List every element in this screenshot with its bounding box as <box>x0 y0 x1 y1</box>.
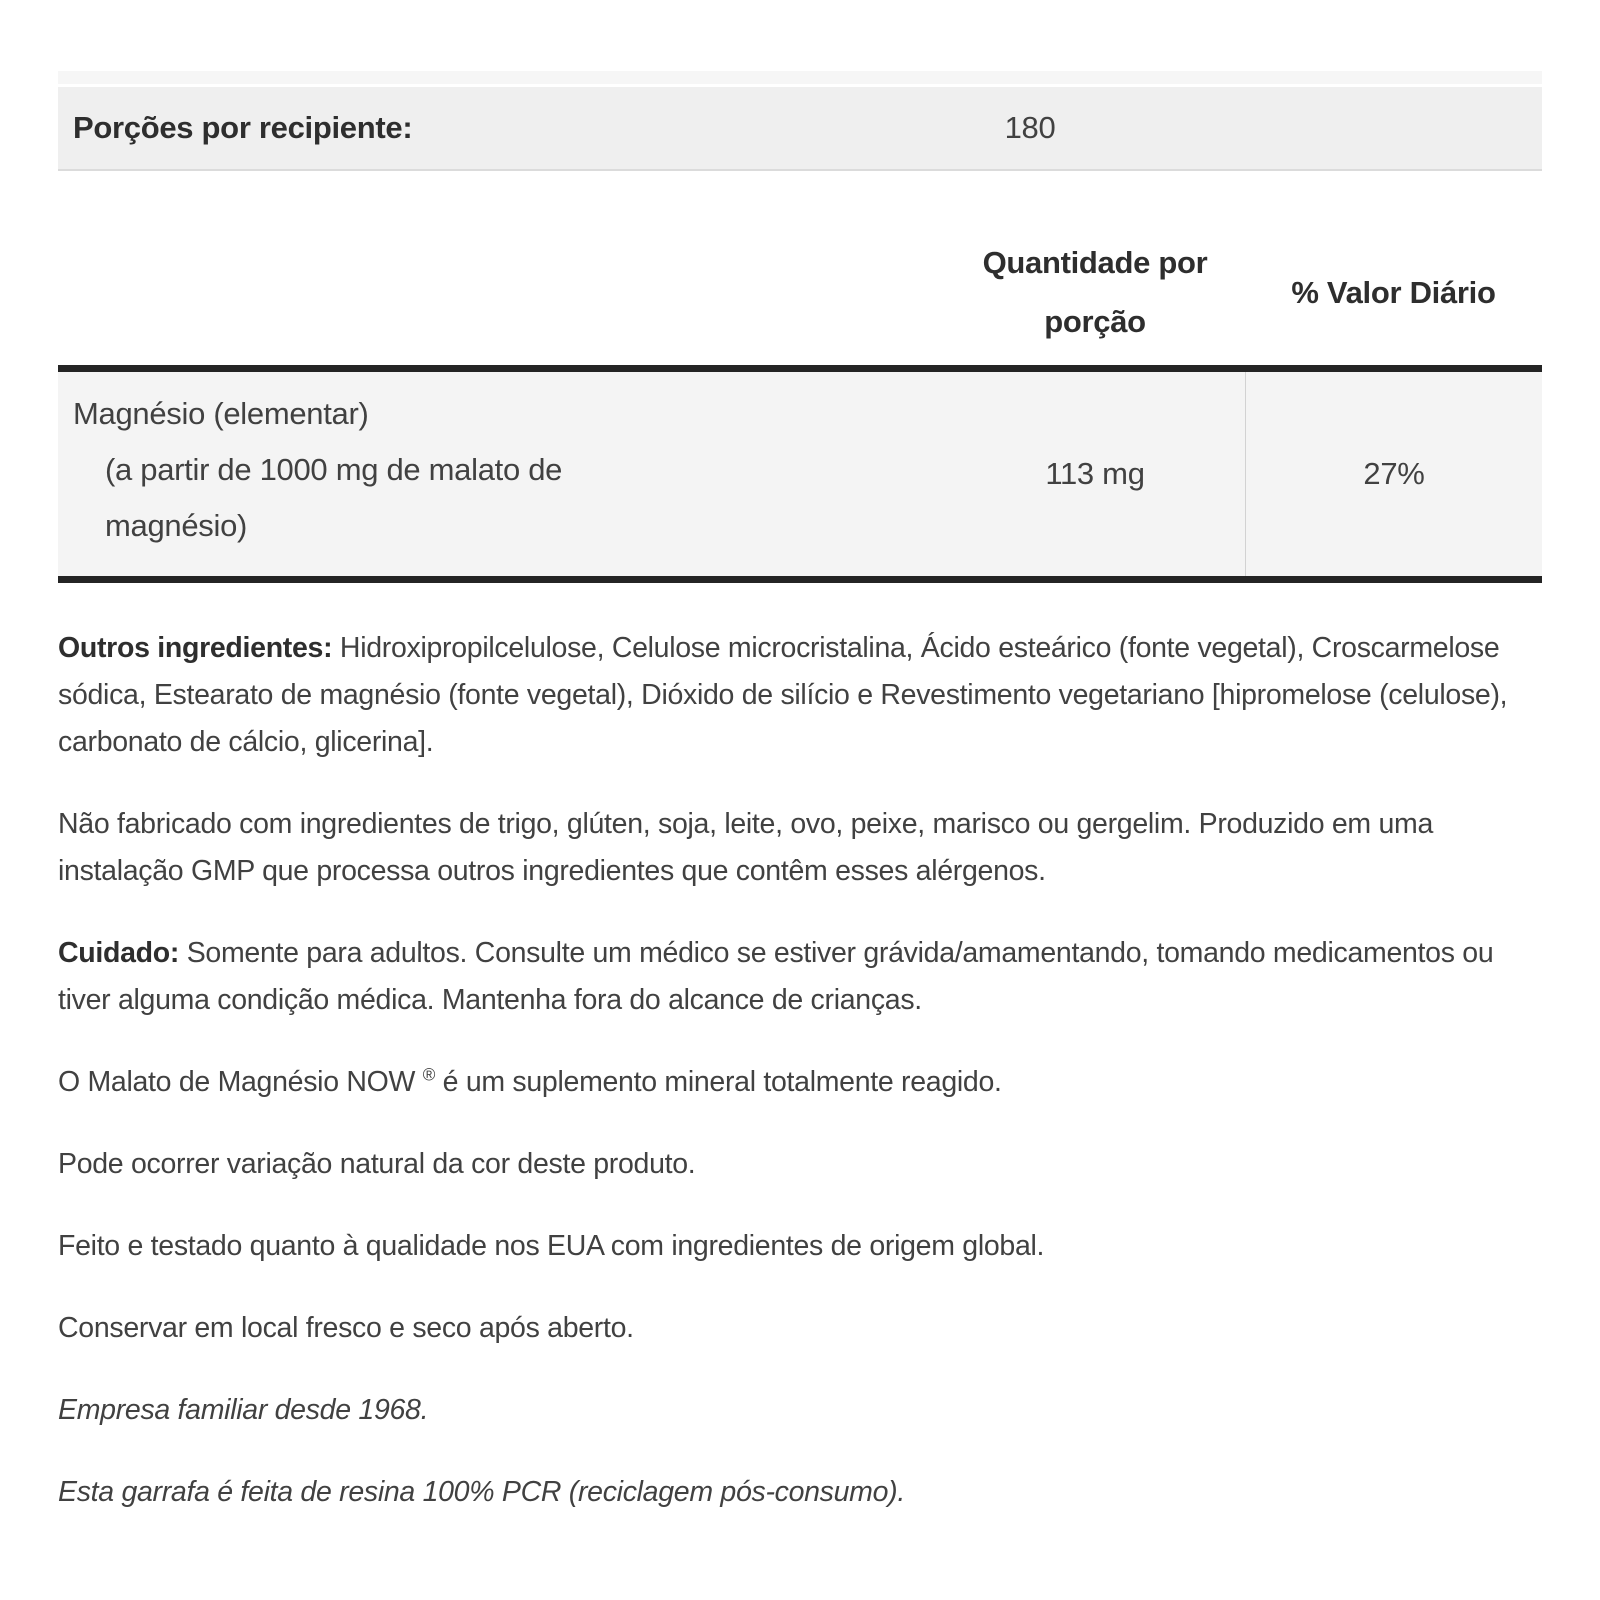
nutrient-name-detail: (a partir de 1000 mg de malato de magnésio) <box>105 452 563 543</box>
previous-row-fragment <box>58 71 1542 84</box>
nutrient-name: Magnésio (elementar) <box>73 396 369 431</box>
color-variation-paragraph: Pode ocorrer variação natural da cor deste produto. <box>58 1148 696 1180</box>
caution-text: Somente para adultos. Consulte um médico se estiver grávida/amamentando, tomando medicamentos ou tiver alguma condição médica. Mantenha fora do alcance de crianças. <box>58 937 1494 1016</box>
amount-per-serving-header: Quantidade por porção <box>982 245 1208 339</box>
caution-paragraph <box>58 930 1542 1024</box>
other-ingredients-label: Outros ingredientes: <box>58 632 333 664</box>
storage-paragraph: Conservar em local fresco e seco após aberto. <box>58 1312 634 1344</box>
nutrient-name-cell <box>58 372 945 576</box>
family-owned-paragraph: Empresa familiar desde 1968. <box>58 1394 429 1426</box>
daily-value-header: % Valor Diário <box>1291 274 1496 310</box>
pcr-bottle-paragraph: Esta garrafa é feita de resina 100% PCR (reciclagem pós-consumo). <box>58 1476 905 1508</box>
quality-paragraph: Feito e testado quanto à qualidade nos EUA com ingredientes de origem global. <box>58 1230 1045 1262</box>
product-description-paragraph <box>58 1059 1542 1106</box>
allergen-paragraph: Não fabricado com ingredientes de trigo, glúten, soja, leite, ovo, peixe, marisco ou gergelim. Produzido em uma instalação GMP que processa outros ingredientes que contêm esses alérgenos. <box>58 808 1434 887</box>
table-top-rule <box>58 365 1542 372</box>
nutrient-row <box>58 372 1542 576</box>
table-bottom-rule <box>58 576 1542 583</box>
registered-trademark-symbol: ® <box>422 1065 436 1085</box>
nutrient-amount: 113 mg <box>1045 456 1145 491</box>
caution-label: Cuidado: <box>58 937 180 969</box>
other-ingredients-text: Hidroxipropilcelulose, Celulose microcristalina, Ácido esteárico (fonte vegetal), Croscarmelose sódica, Estearato de magnésio (fonte vegetal), Dióxido de silício e Revestimento vegetariano [hipromelose (celulose), carbonato de cálcio, glicerina]. <box>58 632 1508 758</box>
other-ingredients-paragraph <box>58 625 1542 766</box>
nutrient-daily-value: 27% <box>1245 372 1542 576</box>
label-text-block <box>58 625 1542 1516</box>
product-description-post: é um suplemento mineral totalmente reagido. <box>442 1066 1002 1098</box>
servings-row <box>58 87 1542 171</box>
product-description-pre: O Malato de Magnésio NOW <box>58 1066 416 1098</box>
servings-value: 180 <box>1004 110 1056 145</box>
nutrients-header-row <box>58 233 1542 365</box>
servings-label: Porções por recipiente: <box>73 110 413 145</box>
